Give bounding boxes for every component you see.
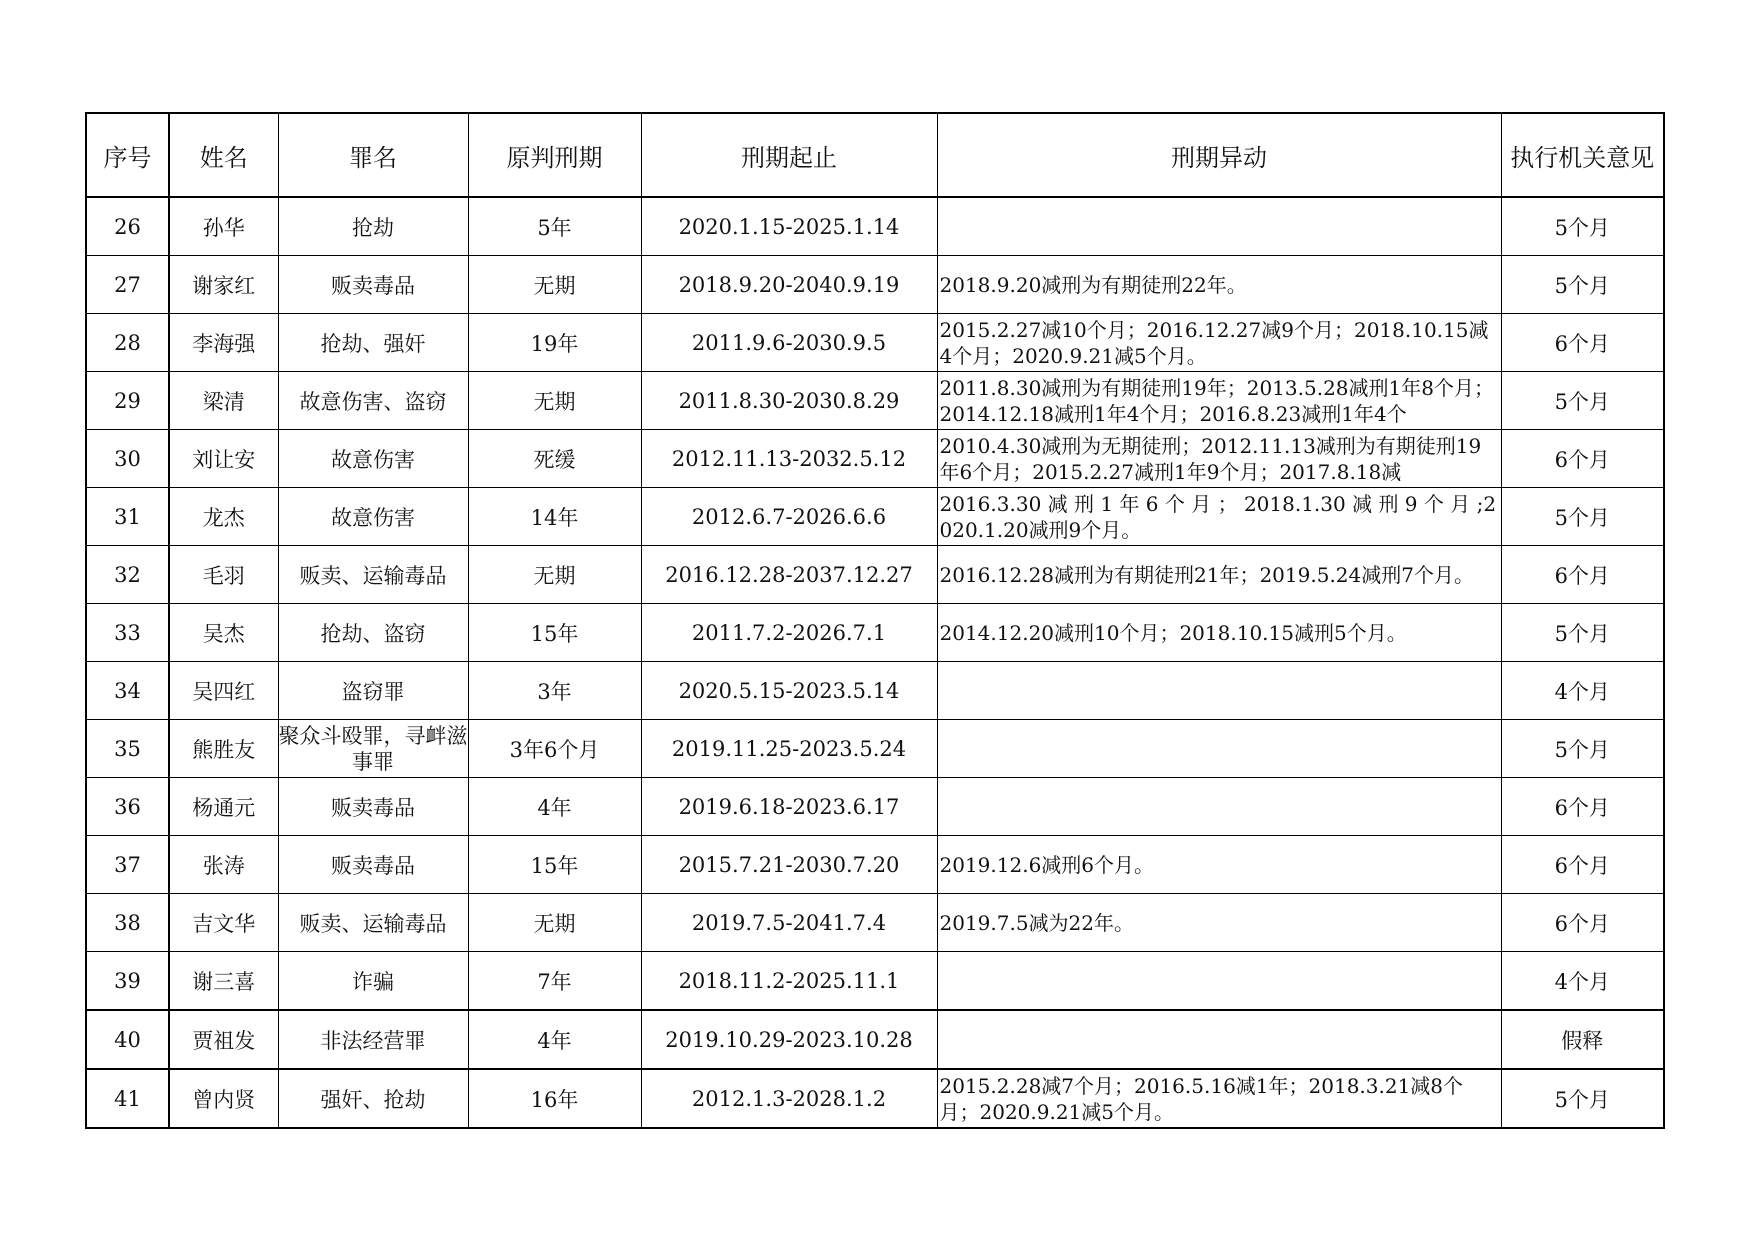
header-opinion: 执行机关意见 [1501, 113, 1664, 197]
cell-sentence: 16年 [468, 1069, 641, 1128]
cell-crime: 抢劫、强奸 [278, 314, 468, 372]
cell-sentence: 15年 [468, 836, 641, 894]
cell-changes [937, 836, 1501, 894]
cell-term: 2012.1.3-2028.1.2 [641, 1069, 937, 1128]
cell-opinion: 5个月 [1501, 720, 1664, 778]
table-row [86, 604, 1664, 662]
cell-sentence: 4年 [468, 778, 641, 836]
cell-id: 27 [86, 256, 169, 314]
changes-text: 2019.7.5减为22年。 [939, 910, 1135, 935]
cell-name: 孙华 [169, 197, 278, 256]
cell-id: 36 [86, 778, 169, 836]
cell-crime: 贩卖、运输毒品 [278, 894, 468, 952]
cell-term: 2019.6.18-2023.6.17 [641, 778, 937, 836]
cell-id: 35 [86, 720, 169, 778]
cell-id: 39 [86, 952, 169, 1011]
cell-crime: 聚众斗殴罪，寻衅滋事罪 [278, 720, 468, 778]
cell-changes [937, 256, 1501, 314]
cell-term: 2015.7.21-2030.7.20 [641, 836, 937, 894]
cell-term: 2011.7.2-2026.7.1 [641, 604, 937, 662]
cell-sentence: 无期 [468, 372, 641, 430]
cell-term: 2012.6.7-2026.6.6 [641, 488, 937, 546]
changes-text: 2016.12.28减刑为有期徒刑21年；2019.5.24减刑7个月。 [939, 562, 1474, 587]
cell-sentence: 5年 [468, 197, 641, 256]
cell-changes [937, 952, 1501, 1011]
cell-opinion: 5个月 [1501, 372, 1664, 430]
cell-sentence: 无期 [468, 546, 641, 604]
cell-id: 31 [86, 488, 169, 546]
cell-changes [937, 662, 1501, 720]
table-row [86, 372, 1664, 430]
table-row [86, 1010, 1664, 1069]
changes-text: 2016.3.30 减 刑 1 年 6 个 月 ； 2018.1.30 减 刑 9 个 月 ;2020.1.20减刑9个月。 [939, 491, 1497, 542]
cell-changes [937, 720, 1501, 778]
cell-id: 26 [86, 197, 169, 256]
header-changes: 刑期异动 [937, 113, 1501, 197]
cell-changes [937, 546, 1501, 604]
cell-changes [937, 488, 1501, 546]
cell-sentence: 19年 [468, 314, 641, 372]
table-row [86, 1069, 1664, 1128]
cell-opinion: 6个月 [1501, 836, 1664, 894]
cell-changes [937, 604, 1501, 662]
cell-term: 2019.11.25-2023.5.24 [641, 720, 937, 778]
cell-id: 33 [86, 604, 169, 662]
cell-term: 2019.10.29-2023.10.28 [641, 1010, 937, 1069]
header-name: 姓名 [169, 113, 278, 197]
cell-sentence: 14年 [468, 488, 641, 546]
table-row [86, 256, 1664, 314]
cell-changes [937, 778, 1501, 836]
table-row [86, 314, 1664, 372]
cell-crime: 贩卖毒品 [278, 836, 468, 894]
header-id: 序号 [86, 113, 169, 197]
cell-sentence: 3年 [468, 662, 641, 720]
table-row [86, 488, 1664, 546]
cell-name: 谢三喜 [169, 952, 278, 1011]
cell-sentence: 7年 [468, 952, 641, 1011]
cell-sentence: 死缓 [468, 430, 641, 488]
table-row [86, 836, 1664, 894]
cell-name: 梁清 [169, 372, 278, 430]
cell-opinion: 6个月 [1501, 430, 1664, 488]
cell-name: 龙杰 [169, 488, 278, 546]
cell-crime: 非法经营罪 [278, 1010, 468, 1069]
table-row [86, 197, 1664, 256]
cell-name: 贾祖发 [169, 1010, 278, 1069]
cell-id: 29 [86, 372, 169, 430]
cell-opinion: 5个月 [1501, 1069, 1664, 1128]
cell-changes [937, 197, 1501, 256]
cell-term: 2019.7.5-2041.7.4 [641, 894, 937, 952]
cell-opinion: 5个月 [1501, 197, 1664, 256]
cell-opinion: 假释 [1501, 1010, 1664, 1069]
cell-sentence: 3年6个月 [468, 720, 641, 778]
table-row [86, 952, 1664, 1011]
cell-name: 吴杰 [169, 604, 278, 662]
cell-term: 2018.11.2-2025.11.1 [641, 952, 937, 1011]
cell-name: 李海强 [169, 314, 278, 372]
header-crime: 罪名 [278, 113, 468, 197]
cell-term: 2016.12.28-2037.12.27 [641, 546, 937, 604]
cell-name: 杨通元 [169, 778, 278, 836]
changes-text: 2015.2.27减10个月；2016.12.27减9个月；2018.10.15减4个月；2020.9.21减5个月。 [939, 317, 1489, 368]
header-sentence: 原判刑期 [468, 113, 641, 197]
changes-text: 2014.12.20减刑10个月；2018.10.15减刑5个月。 [939, 620, 1407, 645]
changes-text: 2015.2.28减7个月；2016.5.16减1年；2018.3.21减8个月；2020.9.21减5个月。 [939, 1073, 1464, 1124]
cell-term: 2018.9.20-2040.9.19 [641, 256, 937, 314]
cell-changes [937, 1010, 1501, 1069]
table-row [86, 662, 1664, 720]
cell-name: 熊胜友 [169, 720, 278, 778]
cell-term: 2020.1.15-2025.1.14 [641, 197, 937, 256]
cell-opinion: 4个月 [1501, 952, 1664, 1011]
cell-opinion: 6个月 [1501, 778, 1664, 836]
table-row [86, 778, 1664, 836]
cell-term: 2011.9.6-2030.9.5 [641, 314, 937, 372]
table-row [86, 546, 1664, 604]
changes-text: 2010.4.30减刑为无期徒刑；2012.11.13减刑为有期徒刑19年6个月；2015.2.27减刑1年9个月；2017.8.18减 [939, 433, 1482, 484]
cell-name: 吴四红 [169, 662, 278, 720]
cell-crime: 贩卖、运输毒品 [278, 546, 468, 604]
cell-changes [937, 314, 1501, 372]
cell-id: 37 [86, 836, 169, 894]
sentence-reduction-table [85, 112, 1665, 1129]
changes-text: 2018.9.20减刑为有期徒刑22年。 [939, 272, 1247, 297]
cell-crime: 故意伤害、盗窃 [278, 372, 468, 430]
header-row [86, 113, 1664, 197]
cell-sentence: 4年 [468, 1010, 641, 1069]
cell-crime: 诈骗 [278, 952, 468, 1011]
cell-term: 2012.11.13-2032.5.12 [641, 430, 937, 488]
cell-name: 毛羽 [169, 546, 278, 604]
cell-opinion: 5个月 [1501, 256, 1664, 314]
cell-id: 34 [86, 662, 169, 720]
cell-opinion: 4个月 [1501, 662, 1664, 720]
cell-changes [937, 372, 1501, 430]
table-row [86, 894, 1664, 952]
table-row [86, 720, 1664, 778]
cell-changes [937, 1069, 1501, 1128]
cell-opinion: 6个月 [1501, 546, 1664, 604]
cell-name: 谢家红 [169, 256, 278, 314]
cell-id: 41 [86, 1069, 169, 1128]
header-term: 刑期起止 [641, 113, 937, 197]
cell-crime: 贩卖毒品 [278, 778, 468, 836]
table-row [86, 430, 1664, 488]
cell-changes [937, 894, 1501, 952]
cell-term: 2011.8.30-2030.8.29 [641, 372, 937, 430]
cell-opinion: 5个月 [1501, 488, 1664, 546]
cell-crime: 故意伤害 [278, 430, 468, 488]
cell-crime: 强奸、抢劫 [278, 1069, 468, 1128]
cell-id: 38 [86, 894, 169, 952]
cell-sentence: 无期 [468, 256, 641, 314]
cell-id: 30 [86, 430, 169, 488]
cell-id: 40 [86, 1010, 169, 1069]
cell-id: 28 [86, 314, 169, 372]
cell-crime: 盗窃罪 [278, 662, 468, 720]
cell-id: 32 [86, 546, 169, 604]
changes-text: 2019.12.6减刑6个月。 [939, 852, 1155, 877]
cell-changes [937, 430, 1501, 488]
cell-crime: 抢劫 [278, 197, 468, 256]
cell-crime: 贩卖毒品 [278, 256, 468, 314]
cell-name: 吉文华 [169, 894, 278, 952]
cell-sentence: 无期 [468, 894, 641, 952]
cell-name: 刘让安 [169, 430, 278, 488]
changes-text: 2011.8.30减刑为有期徒刑19年；2013.5.28减刑1年8个月；2014.12.18减刑1年4个月；2016.8.23减刑1年4个 [939, 375, 1494, 426]
cell-term: 2020.5.15-2023.5.14 [641, 662, 937, 720]
cell-opinion: 6个月 [1501, 894, 1664, 952]
cell-crime: 抢劫、盗窃 [278, 604, 468, 662]
cell-name: 曾内贤 [169, 1069, 278, 1128]
cell-opinion: 6个月 [1501, 314, 1664, 372]
cell-sentence: 15年 [468, 604, 641, 662]
cell-crime: 故意伤害 [278, 488, 468, 546]
cell-opinion: 5个月 [1501, 604, 1664, 662]
cell-name: 张涛 [169, 836, 278, 894]
